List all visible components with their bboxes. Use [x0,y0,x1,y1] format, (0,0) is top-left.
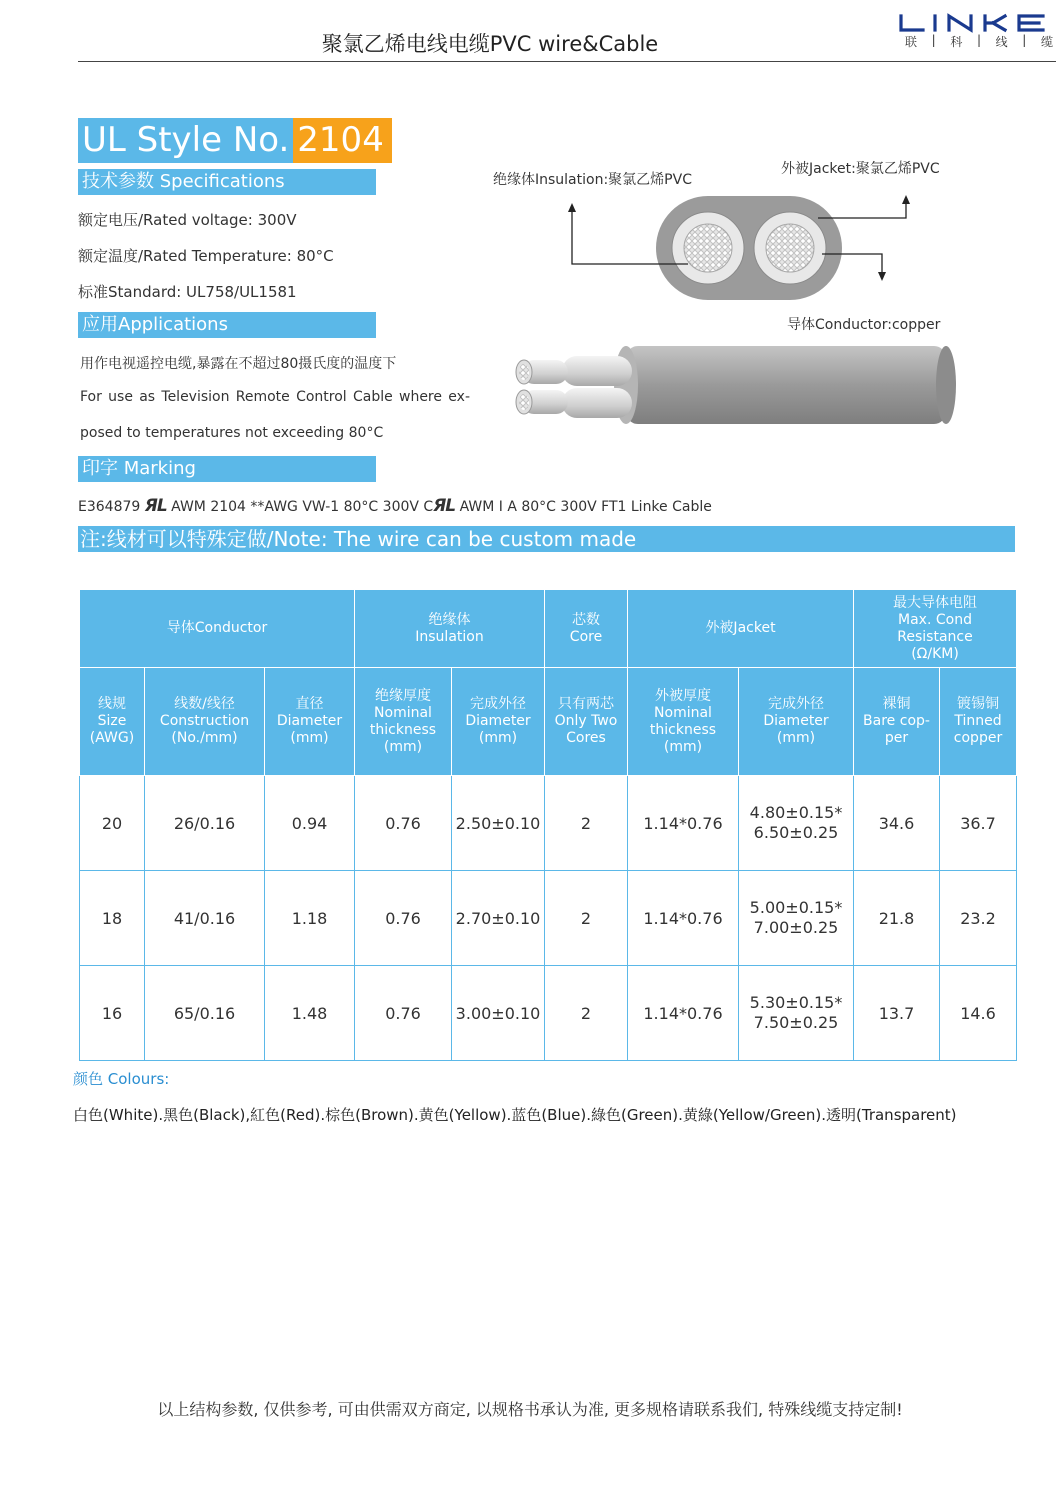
cell-size: 20 [80,776,145,871]
cell-insulation-diameter: 2.70±0.10 [452,871,545,966]
header-core: 芯数 Core [545,590,628,668]
subheader-tinned-copper: 镀锡铜 Tinned copper [940,668,1017,776]
cable-cross-section-diagram [560,190,930,310]
footer-disclaimer: 以上结构参数, 仅供参考, 可由供需双方商定, 以规格书承认为准, 更多规格请联系我们, 特殊线缆支持定制! [157,1400,903,1419]
table-row [80,776,1017,871]
custom-note: 注:线材可以特殊定做/Note: The wire can be custom made [78,526,1015,552]
logo-subtitle: 联 | 科 | 线 | 缆 [905,33,1055,49]
ul-mark-icon: ЯL [433,496,456,516]
subheader-core-count: 只有两芯 Only Two Cores [545,668,628,776]
cell-tinned-copper: 14.6 [940,966,1017,1061]
cell-insulation-diameter: 2.50±0.10 [452,776,545,871]
cell-insulation-thickness: 0.76 [355,871,452,966]
cell-construction: 26/0.16 [145,776,265,871]
cell-core-count: 2 [545,966,628,1061]
cell-insulation-thickness: 0.76 [355,966,452,1061]
header-resistance: 最大导体电阻 Max. Cond Resistance (Ω/KM) [854,590,1017,668]
subheader-jacket-thickness: 外被厚度 Nominal thickness (mm) [628,668,739,776]
colours-list: 白色(White).黑色(Black),紅色(Red).棕色(Brown).黄色(Yellow).蓝色(Blue).綠色(Green).黄綠(Yellow/Green).透明(Transparent) [73,1106,957,1124]
application-text-cn: 用作电视遥控电缆,暴露在不超过80摄氏度的温度下 [80,356,397,372]
style-number: 2104 [293,118,392,163]
cell-jacket-thickness: 1.14*0.76 [628,966,739,1061]
spec-standard: 标准Standard: UL758/UL1581 [78,283,297,301]
subheader-jacket-diameter: 完成外径 Diameter (mm) [739,668,854,776]
spec-voltage: 额定电压/Rated voltage: 300V [78,211,297,229]
style-prefix: UL Style No. [78,118,293,163]
ul-style-title [78,118,392,163]
label-insulation: 绝缘体Insulation:聚氯乙烯PVC [493,172,692,188]
cell-size: 18 [80,871,145,966]
subheader-insulation-diameter: 完成外径 Diameter (mm) [452,668,545,776]
application-text-en-1: For use as Television Remote Control Cable where ex- [80,389,470,405]
cell-conductor-diameter: 1.48 [265,966,355,1061]
spec-temperature: 额定温度/Rated Temperature: 80°C [78,247,334,265]
colours-label: 颜色 Colours: [73,1070,170,1088]
cell-jacket-thickness: 1.14*0.76 [628,776,739,871]
table-row [80,966,1017,1061]
cell-size: 16 [80,966,145,1061]
section-applications: 应用Applications [78,312,376,338]
cell-bare-copper: 21.8 [854,871,940,966]
subheader-size: 线规 Size (AWG) [80,668,145,776]
section-marking: 印字 Marking [78,456,376,482]
cell-core-count: 2 [545,871,628,966]
marking-text: E364879 ЯL AWM 2104 **AWG VW-1 80°C 300V CЯL AWM I A 80°C 300V FT1 Linke Cable [78,496,712,516]
document-title: 聚氯乙烯电线电缆PVC wire&Cable [321,32,659,56]
cable-side-view-diagram [508,340,958,430]
cell-tinned-copper: 23.2 [940,871,1017,966]
cell-bare-copper: 13.7 [854,966,940,1061]
header-insulation: 绝缘体 Insulation [355,590,545,668]
header-conductor: 导体Conductor [80,590,355,668]
header-jacket: 外被Jacket [628,590,854,668]
cell-jacket-diameter: 4.80±0.15* 6.50±0.25 [739,776,854,871]
cell-tinned-copper: 36.7 [940,776,1017,871]
cell-core-count: 2 [545,776,628,871]
subheader-conductor-diameter: 直径 Diameter (mm) [265,668,355,776]
subheader-construction: 线数/线径 Construction (No./mm) [145,668,265,776]
cell-conductor-diameter: 0.94 [265,776,355,871]
section-specifications: 技术参数 Specifications [78,169,376,195]
ul-mark-icon: ЯL [144,496,167,516]
cell-construction: 41/0.16 [145,871,265,966]
cell-construction: 65/0.16 [145,966,265,1061]
cell-bare-copper: 34.6 [854,776,940,871]
table-row [80,871,1017,966]
subheader-bare-copper: 裸铜 Bare cop- per [854,668,940,776]
specification-table [79,589,1017,1061]
subheader-insulation-thickness: 绝缘厚度 Nominal thickness (mm) [355,668,452,776]
cell-insulation-diameter: 3.00±0.10 [452,966,545,1061]
cell-jacket-diameter: 5.00±0.15* 7.00±0.25 [739,871,854,966]
cell-conductor-diameter: 1.18 [265,871,355,966]
label-jacket: 外被Jacket:聚氯乙烯PVC [781,161,940,177]
cell-insulation-thickness: 0.76 [355,776,452,871]
cell-jacket-diameter: 5.30±0.15* 7.50±0.25 [739,966,854,1061]
cell-jacket-thickness: 1.14*0.76 [628,871,739,966]
label-conductor: 导体Conductor:copper [787,317,941,333]
header-divider [78,61,1056,62]
application-text-en-2: posed to temperatures not exceeding 80°C [80,425,384,441]
